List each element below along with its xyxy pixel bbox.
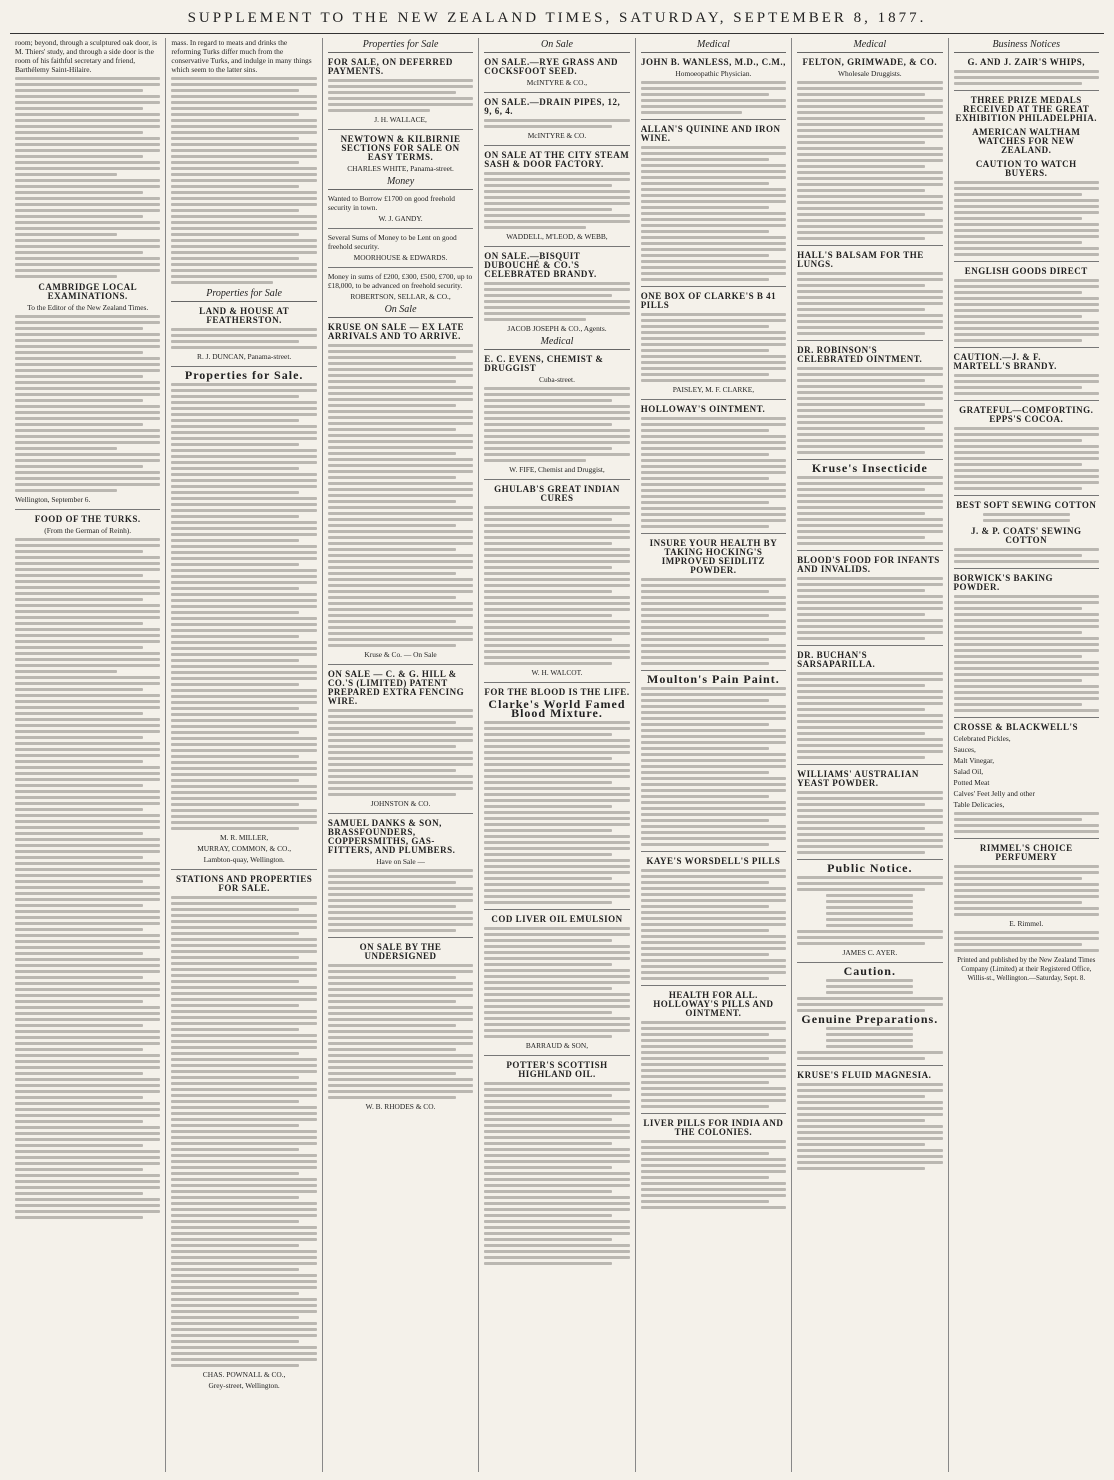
danks-sign: Have on Sale —	[376, 857, 425, 866]
rimmel-sign: E. Rimmel.	[1009, 919, 1044, 928]
wallace-sign: J. H. WALLACE,	[374, 115, 427, 124]
column-5	[635, 38, 791, 1472]
imprint-footer: Printed and published by the New Zealand Times Company (Limited) at their Registered Office, Willis-st., Wellington.—Saturday, Sept. 8.	[957, 956, 1096, 982]
sign-lambton: Lambton-quay, Wellington.	[203, 855, 285, 864]
masthead: SUPPLEMENT TO THE NEW ZEALAND TIMES, SATURDAY, SEPTEMBER 8, 1877.	[10, 10, 1104, 34]
martell-heading: CAUTION.—J. & F. MARTELL'S BRANDY.	[953, 352, 1057, 371]
hocking-heading: INSURE YOUR HEALTH BY TAKING HOCKING'S IMPROVED SEIDLITZ POWDER.	[649, 538, 778, 575]
clarke-sign: PAISLEY, M. F. CLARKE,	[672, 385, 755, 394]
health-for-all-heading: HEALTH FOR ALL. HOLLOWAY'S PILLS AND OINTMENT.	[653, 990, 774, 1018]
rimmel-heading: RIMMEL'S CHOICE PERFUMERY	[979, 843, 1073, 862]
featherston-heading: LAND & HOUSE AT FEATHERSTON.	[199, 306, 290, 325]
crosse-item: Potted Meat	[953, 778, 990, 787]
cambridge-letter	[15, 315, 160, 492]
crosse-item: Malt Vinegar,	[953, 756, 995, 765]
soft-cotton-heading: BEST SOFT SEWING COTTON	[956, 500, 1097, 510]
hall-balsam-heading: HALL'S BALSAM FOR THE LUNGS.	[797, 250, 924, 269]
column-7	[948, 38, 1104, 1472]
rhodes-sign: W. B. RHODES & CO.	[365, 1102, 436, 1111]
danks-heading: SAMUEL DANKS & SON, BRASSFOUNDERS, COPPERSMITHS, GAS-FITTERS, AND PLUMBERS.	[327, 818, 456, 855]
section-header-business: Business Notices	[954, 38, 1099, 53]
mcintyre-sign-2: McINTYRE & CO.	[527, 131, 587, 140]
allan-heading: ALLAN'S QUININE AND IRON WINE.	[640, 124, 781, 143]
gandy-sign: W. J. GANDY.	[378, 214, 423, 223]
kruse-sign: Kruse & Co. — On Sale	[364, 650, 437, 659]
crosse-item: Celebrated Pickles,	[953, 734, 1011, 743]
caution-heading: Caution.	[843, 964, 896, 978]
felton-subheading: Wholesale Druggists.	[838, 69, 902, 78]
clarke-blood-mixture: Clarke's World Famed Blood Mixture.	[488, 697, 626, 720]
undersigned-heading: ON SALE BY THE UNDERSIGNED	[359, 942, 442, 961]
wanless-heading: JOHN B. WANLESS, M.D., C.M.,	[640, 57, 786, 67]
kaye-heading: KAYE'S WORSDELL'S PILLS	[646, 856, 781, 866]
section-header-medical-3: Medical	[797, 38, 942, 53]
sign-pownall: CHAS. POWNALL & CO.,	[202, 1370, 286, 1379]
properties-heading: Properties for Sale.	[184, 368, 304, 382]
column-4	[478, 38, 634, 1472]
stations-heading: STATIONS AND PROPERTIES FOR SALE.	[175, 874, 313, 893]
blood-heading: FOR THE BLOOD IS THE LIFE.	[484, 687, 630, 697]
public-notice-heading: Public Notice.	[827, 861, 913, 875]
barraud-sign: BARRAUD & SON,	[525, 1041, 589, 1050]
robinson-heading: DR. ROBINSON'S CELEBRATED OINTMENT.	[797, 345, 923, 364]
money-ad-2: Several Sums of Money to be Lent on good freehold security.	[327, 233, 457, 251]
section-header-medical: Medical	[484, 335, 629, 350]
moulton-heading: Moulton's Pain Paint.	[647, 672, 780, 686]
section-header-properties-2: Properties for Sale	[328, 38, 473, 53]
sign-murray: MURRAY, COMMON, & CO.,	[197, 844, 292, 853]
section-header-medical-2: Medical	[641, 38, 786, 53]
evens-subheading: Cuba-street.	[539, 375, 575, 384]
rye-grass-heading: ON SALE.—RYE GRASS AND COCKSFOOT SEED.	[484, 57, 618, 76]
joseph-sign: JACOB JOSEPH & CO., Agents.	[507, 324, 607, 333]
kruse-sale-heading: KRUSE ON SALE — EX LATE ARRIVALS AND TO ARRIVE.	[327, 322, 464, 341]
food-continued: mass. In regard to meats and drinks the reforming Turks differ much from the conservative Turks, and indulge in many things which seem to the latter sins.	[171, 38, 312, 74]
crosse-item: Salad Oil,	[953, 767, 984, 776]
ghulab-heading: GHULAB'S GREAT INDIAN CURES	[494, 484, 620, 503]
crosse-item: Table Delicacies,	[953, 800, 1005, 809]
crosse-heading: CROSSE & BLACKWELL'S	[953, 722, 1079, 732]
money-ad-1: Wanted to Borrow £1700 on good freehold security in town.	[327, 194, 455, 212]
food-heading: FOOD OF THE TURKS.	[34, 514, 141, 524]
newtown-heading: NEWTOWN & KILBIRNIE SECTIONS FOR SALE ON EASY TERMS.	[340, 134, 461, 162]
ayer-sign: JAMES C. AYER.	[842, 948, 898, 957]
moorhouse-sign: MOORHOUSE & EDWARDS.	[353, 253, 448, 262]
money-ad-3: Money in sums of £200, £300, £500, £700, up to £18,000, to be advanced on freehold security.	[327, 272, 473, 290]
coats-heading: J. & P. COATS' SEWING COTTON	[970, 526, 1082, 545]
cod-liver-heading: COD LIVER OIL EMULSION	[491, 914, 623, 924]
sash-door-heading: ON SALE AT THE CITY STEAM SASH & DOOR FACTORY.	[484, 150, 630, 169]
whips-heading: G. AND J. ZAIR'S WHIPS,	[967, 57, 1086, 67]
kruse-insecticide-heading: Kruse's Insecticide	[811, 461, 928, 475]
section-header-on-sale: On Sale	[328, 303, 473, 318]
column-2	[165, 38, 321, 1472]
evens-heading: E. C. EVENS, CHEMIST & DRUGGIST	[484, 354, 604, 373]
food-article-text	[15, 538, 160, 1219]
column-1	[10, 38, 165, 1472]
brandy-heading: ON SALE.—BISQUIT DUBOUCHÉ & CO.'S CELEBRATED BRANDY.	[484, 251, 597, 279]
genuine-heading: Genuine Preparations.	[801, 1012, 939, 1026]
wanless-subheading: Homoeopathic Physician.	[675, 69, 752, 78]
sign-grey-street: Grey-street, Wellington.	[208, 1381, 280, 1390]
robertson-sign: ROBERTSON, SELLAR, & CO.,	[350, 292, 451, 301]
crosse-item: Calves' Feet Jelly and other	[953, 789, 1035, 798]
fluid-magnesia-heading: KRUSE'S FLUID MAGNESIA.	[797, 1070, 932, 1080]
fife-sign: W. FIFE, Chemist and Druggist,	[509, 465, 605, 474]
bloods-food-heading: BLOOD'S FOOD FOR INFANTS AND INVALIDS.	[797, 555, 940, 574]
deferred-heading: FOR SALE, ON DEFERRED PAYMENTS.	[327, 57, 453, 76]
article-text	[15, 77, 160, 278]
article-intro: room; beyond, through a sculptured oak door, is M. Thiers' study, and through a side door is the room of his faithful secretary and friend, Barthélemy Saint-Hilaire.	[15, 38, 157, 74]
fencing-heading: ON SALE — C. & G. HILL & CO.'S (LIMITED) PATENT PREPARED EXTRA FENCING WIRE.	[327, 669, 465, 706]
borwick-heading: BORWICK'S BAKING POWDER.	[953, 573, 1053, 592]
watch-caution-heading: CAUTION TO WATCH BUYERS.	[975, 159, 1077, 178]
cambridge-heading: CAMBRIDGE LOCAL EXAMINATIONS.	[38, 282, 138, 301]
waddell-sign: WADDELL, M'LEOD, & WEBB,	[506, 232, 608, 241]
clarke-pills-heading: ONE BOX OF CLARKE'S B 41 PILLS	[640, 291, 777, 310]
featherston-sign: R. J. DUNCAN, Panama-street.	[197, 352, 292, 361]
mcintyre-sign-1: McINTYRE & CO.,	[526, 78, 588, 87]
cambridge-sign: Wellington, September 6.	[15, 495, 91, 504]
drain-pipes-heading: ON SALE.—DRAIN PIPES, 12, 9, 6, 4.	[484, 97, 621, 116]
section-header-money: Money	[328, 175, 473, 190]
epps-heading: GRATEFUL—COMFORTING. EPPS'S COCOA.	[959, 405, 1094, 424]
walcot-sign: W. H. WALCOT.	[531, 668, 583, 677]
column-3	[322, 38, 478, 1472]
holloway-ointment-heading: HOLLOWAY'S OINTMENT.	[640, 404, 766, 414]
highland-oil-heading: POTTER'S SCOTTISH HIGHLAND OIL.	[506, 1060, 608, 1079]
buchan-heading: DR. BUCHAN'S SARSAPARILLA.	[797, 650, 876, 669]
section-header-on-sale-2: On Sale	[484, 38, 629, 53]
sign-miller: M. R. MILLER,	[220, 833, 269, 842]
felton-heading: FELTON, GRIMWADE, & CO.	[802, 57, 938, 67]
column-6	[791, 38, 947, 1472]
columns	[10, 38, 1104, 1472]
english-goods-heading: ENGLISH GOODS DIRECT	[964, 266, 1088, 276]
newtown-sign: CHARLES WHITE, Panama-street.	[347, 164, 454, 173]
section-header-properties: Properties for Sale	[171, 287, 316, 302]
prize-medals-heading: THREE PRIZE MEDALS RECEIVED AT THE GREAT EXHIBITION PHILADELPHIA.	[955, 95, 1097, 123]
food-subheading: (From the German of Reinh).	[44, 526, 132, 535]
liver-pills-heading: LIVER PILLS FOR INDIA AND THE COLONIES.	[643, 1118, 784, 1137]
johnston-sign: JOHNSTON & CO.	[370, 799, 431, 808]
williams-yeast-heading: WILLIAMS' AUSTRALIAN YEAST POWDER.	[797, 769, 919, 788]
cambridge-subheading: To the Editor of the New Zealand Times.	[27, 303, 149, 312]
crosse-item: Sauces,	[953, 745, 976, 754]
waltham-heading: AMERICAN WALTHAM WATCHES FOR NEW ZEALAND.	[972, 127, 1081, 155]
